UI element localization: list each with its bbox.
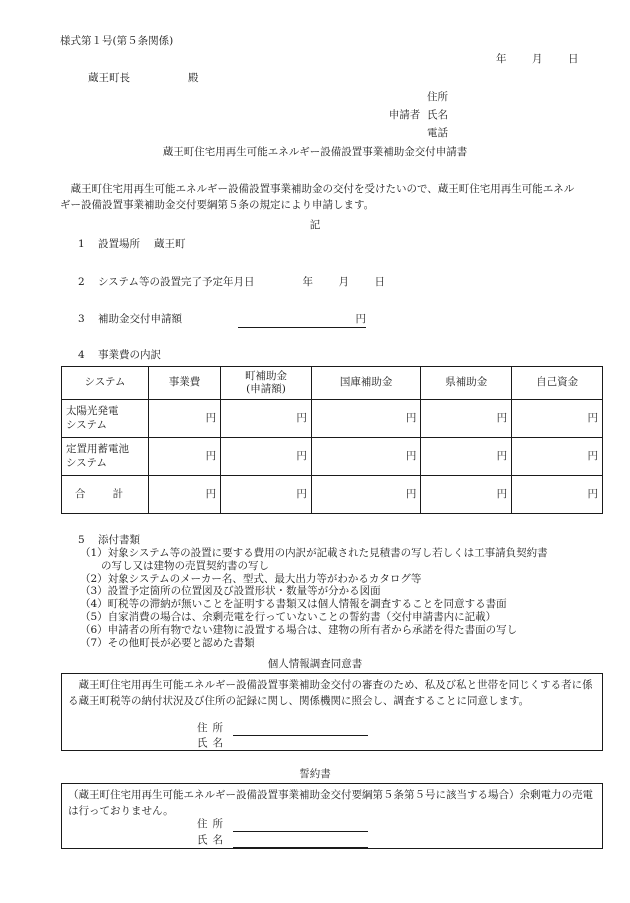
header-prefecture-subsidy: 県補助金 <box>421 367 512 400</box>
amount-field[interactable]: 円 <box>238 313 366 328</box>
item-amount <box>78 313 366 328</box>
consent-text: 蔵王町住宅用再生可能エネルギー設備設置事業補助金交付の審査のため、私及び私と世帯を同じくする者に係る蔵王町税等の納付状況及び住所の記録に関し、関係機関に照会し、調査することに同意します。 <box>68 679 593 707</box>
pledge-name-label: 氏名 <box>197 834 228 846</box>
applicant-name-label: 氏名 <box>427 109 448 121</box>
row-label-battery: 定置用蓄電池 システム <box>62 438 149 476</box>
date-day-label: 日 <box>568 53 579 65</box>
pledge-text: （蔵王町住宅用再生可能エネルギー設備設置事業補助金交付要綱第５条第５号に該当する場合）余剰電力の売電は行っておりません。 <box>68 789 593 817</box>
header-system: システム <box>62 367 149 400</box>
item-breakdown <box>78 349 161 363</box>
table-cell[interactable]: 円 <box>421 400 512 438</box>
consent-box <box>61 673 603 751</box>
completion-year-label: 年 <box>302 276 313 288</box>
item-label: 補助金交付申請額 <box>98 313 182 325</box>
location-value: 蔵王町 <box>154 238 186 250</box>
item-label: 設置場所 <box>98 238 140 250</box>
applicant-address-label: 住所 <box>427 91 448 103</box>
item-number: 3 <box>78 313 85 325</box>
table-cell[interactable]: 円 <box>221 400 312 438</box>
list-item: （1）対象システム等の設置に要する費用の内訳が記載された見積書の写し若しくは工事請負契約書 <box>80 547 548 559</box>
list-item: （6）申請者の所有物でない建物に設置する場合は、建物の所有者から承諾を得た書面の写し <box>80 623 518 636</box>
item-label: システム等の設置完了予定年月日 <box>98 276 255 288</box>
table-cell[interactable]: 円 <box>311 438 420 476</box>
attachments-list <box>80 547 548 649</box>
consent-name-row <box>197 737 368 751</box>
list-item: （5）自家消費の場合は、余剰売電を行っていないことの誓約書（交付申請書内に記載） <box>80 610 497 623</box>
applicant-name-row <box>0 109 448 123</box>
consent-name-field[interactable] <box>233 738 368 751</box>
pledge-box <box>61 783 603 849</box>
table-cell[interactable]: 円 <box>512 438 603 476</box>
applicant-phone-row <box>0 127 448 141</box>
consent-name-label: 氏名 <box>197 737 228 749</box>
completion-month-label: 月 <box>338 276 349 288</box>
table-cell[interactable]: 円 <box>512 476 603 514</box>
header-project-cost: 事業費 <box>149 367 221 400</box>
pledge-address-row <box>197 818 368 832</box>
consent-title: 個人情報調査同意書 <box>267 658 363 670</box>
intro-paragraph: 蔵王町住宅用再生可能エネルギー設備設置事業補助金の交付を受けたいので、蔵王町住宅用再生可能エネルギー設備設置事業補助金交付要綱第５条の規定により申請します。 <box>60 183 575 212</box>
table-cell[interactable]: 円 <box>149 438 221 476</box>
item-number: 1 <box>78 238 85 250</box>
addressee-name: 蔵王町長 <box>88 72 130 84</box>
form-number: 様式第１号(第５条関係) <box>60 35 174 47</box>
header-national-subsidy: 国庫補助金 <box>311 367 420 400</box>
addressee-honorific: 殿 <box>188 72 199 84</box>
table-cell[interactable]: 円 <box>512 400 603 438</box>
item-number: 2 <box>78 276 85 288</box>
pledge-address-label: 住所 <box>197 818 228 830</box>
table-cell[interactable]: 円 <box>149 476 221 514</box>
item-label: 事業費の内訳 <box>98 349 161 361</box>
pledge-name-field[interactable] <box>233 835 368 848</box>
document-title: 蔵王町住宅用再生可能エネルギー設備設置事業補助金交付申請書 <box>162 146 468 158</box>
cost-breakdown-table <box>61 366 603 514</box>
list-item: （3）設置予定箇所の位置図及び設置形状・数量等が分かる図面 <box>80 585 381 598</box>
table-row <box>62 476 603 514</box>
table-cell[interactable]: 円 <box>421 438 512 476</box>
attachments-heading <box>78 534 140 548</box>
item-number: 5 <box>78 534 85 546</box>
table-row <box>62 438 603 476</box>
date-month-label: 月 <box>532 53 543 65</box>
list-item: （2）対象システムのメーカー名、型式、最大出力等がわかるカタログ等 <box>80 572 422 585</box>
date-year-label: 年 <box>496 53 507 65</box>
pledge-title: 誓約書 <box>299 768 331 780</box>
item-number: 4 <box>78 349 85 361</box>
completion-day-label: 日 <box>374 276 385 288</box>
attachments-label: 添付書類 <box>98 534 140 546</box>
table-row <box>62 400 603 438</box>
row-label-total: 合 計 <box>62 476 149 514</box>
application-date <box>496 53 579 67</box>
pledge-address-field[interactable] <box>233 819 368 832</box>
table-header-row <box>62 367 603 400</box>
table-cell[interactable]: 円 <box>311 476 420 514</box>
applicant-prefix: 申請者 <box>388 109 421 121</box>
list-item: の写し又は建物の売買契約書の写し <box>80 559 269 572</box>
list-item: （4）町税等の滞納が無いことを証明する書類又は個人情報を調査することを同意する書面 <box>80 598 507 611</box>
consent-address-row <box>197 722 368 736</box>
table-cell[interactable]: 円 <box>421 476 512 514</box>
table-cell[interactable]: 円 <box>149 400 221 438</box>
ki-heading: 記 <box>309 219 321 231</box>
row-label-solar: 太陽光発電 システム <box>62 400 149 438</box>
table-cell[interactable]: 円 <box>221 438 312 476</box>
applicant-address-row <box>0 91 448 105</box>
header-own-funds: 自己資金 <box>512 367 603 400</box>
applicant-phone-label: 電話 <box>427 127 448 139</box>
consent-address-label: 住所 <box>197 722 228 734</box>
item-location <box>78 238 186 252</box>
consent-address-field[interactable] <box>233 723 368 736</box>
item-completion-date <box>78 276 385 290</box>
addressee <box>88 72 199 86</box>
table-cell[interactable]: 円 <box>311 400 420 438</box>
table-cell[interactable]: 円 <box>221 476 312 514</box>
pledge-name-row <box>197 834 368 848</box>
header-town-subsidy: 町補助金 (申請額) <box>221 367 312 400</box>
list-item: （7）その他町長が必要と認めた書類 <box>80 636 255 649</box>
